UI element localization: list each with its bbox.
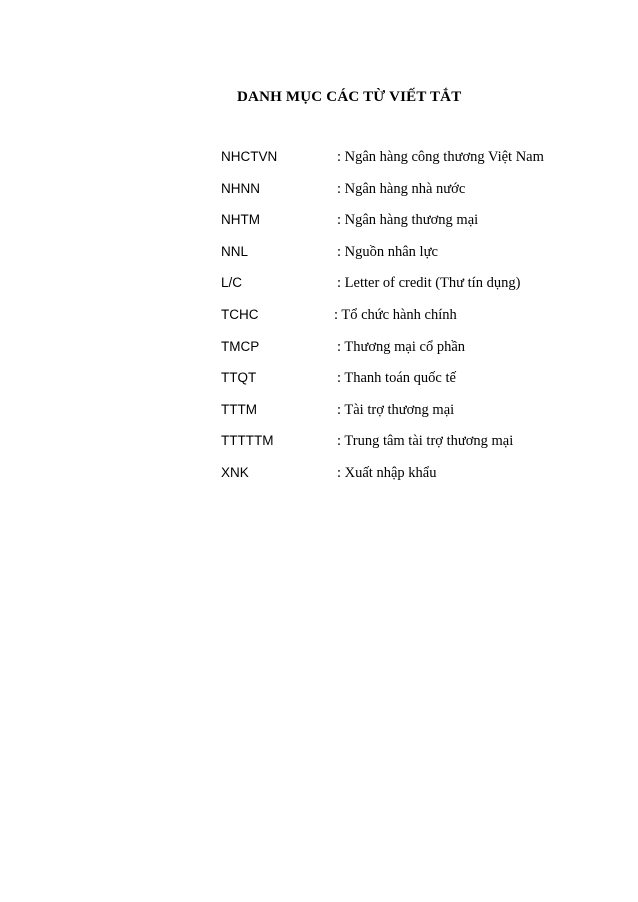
abbreviation-term: TTTM <box>221 401 257 417</box>
abbreviation-definition: : Letter of credit (Thư tín dụng) <box>337 275 521 292</box>
abbreviation-term: NHCTVN <box>221 149 278 164</box>
page-title: DANH MỤC CÁC TỪ VIẾT TẮT <box>237 89 462 105</box>
abbreviation-term: TMCP <box>221 338 260 354</box>
abbreviation-term: XNK <box>221 464 249 480</box>
abbreviation-term: TTTTTM <box>221 433 274 449</box>
abbreviation-term: NHNN <box>221 180 260 196</box>
abbreviation-term: TTQT <box>221 370 257 386</box>
abbreviation-definition: : Xuất nhập khẩu <box>337 464 437 481</box>
abbreviation-definition: : Tài trợ thương mại <box>337 401 455 418</box>
abbreviation-term: TCHC <box>221 306 259 322</box>
abbreviation-term: NHTM <box>221 212 260 228</box>
abbreviation-definition: : Nguồn nhân lực <box>337 243 438 260</box>
abbreviation-definition: : Thương mại cổ phần <box>337 338 466 355</box>
abbreviation-definition: : Ngân hàng nhà nước <box>337 180 466 197</box>
abbreviation-term: NNL <box>221 243 249 259</box>
abbreviation-definition: : Tổ chức hành chính <box>334 306 457 323</box>
abbreviation-definition: : Ngân hàng công thương Việt Nam <box>337 149 544 165</box>
abbreviation-definition: : Trung tâm tài trợ thương mại <box>337 433 514 450</box>
abbreviation-term: L/C <box>221 275 243 291</box>
abbreviation-definition: : Ngân hàng thương mại <box>337 212 479 229</box>
abbreviation-definition: : Thanh toán quốc tế <box>337 370 456 387</box>
